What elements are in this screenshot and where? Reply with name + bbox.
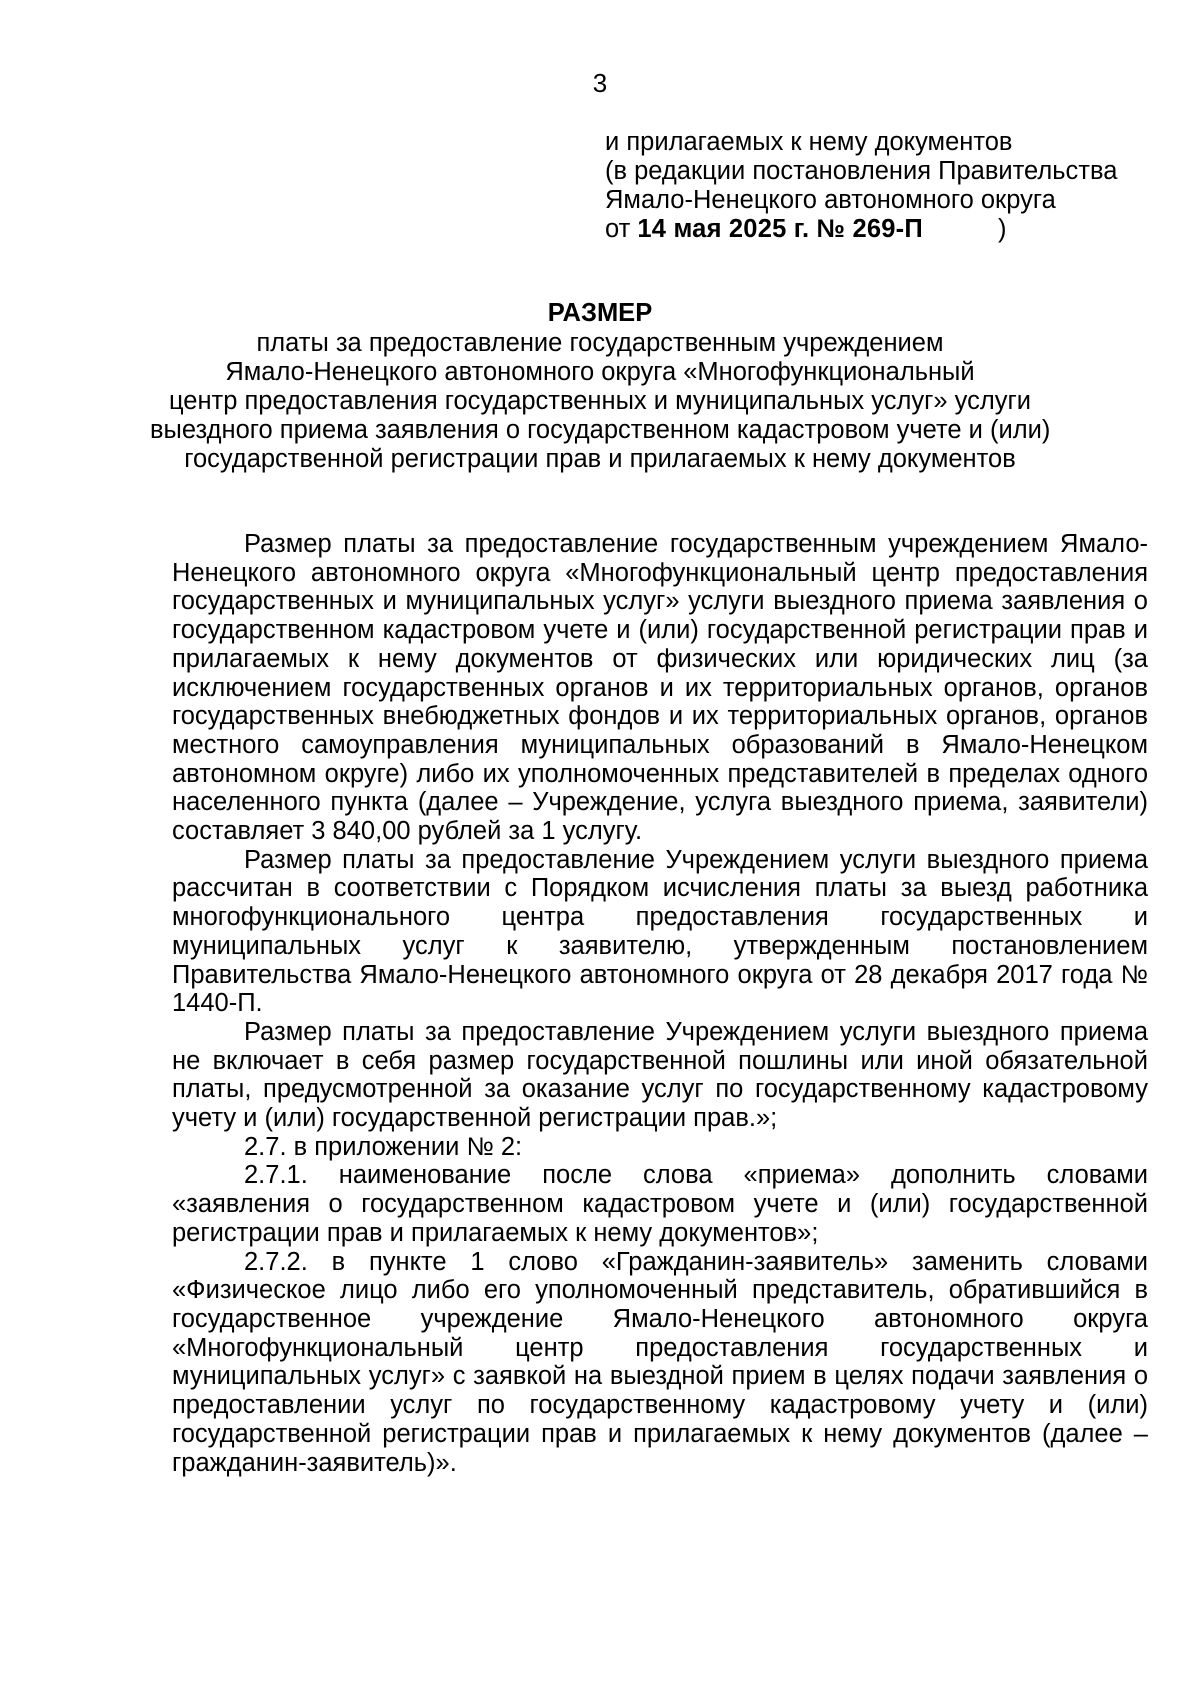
subtitle-line: центр предоставления государственных и муниципальных услуг» услуги bbox=[168, 387, 1032, 415]
subtitle-line: выездного приема заявления о государственном кадастровом учете и (или) bbox=[150, 416, 1051, 444]
body-paragraph: Размер платы за предоставление государственным учреждением Ямало-Ненецкого автономного округа «Многофункциональный центр предоставления государственных и муниципальных услуг» услуги выездного приема заявления о государственном кадастровом учете и (или) государственной регистрации прав и прилагаемых к нему документов от физических или юридических лиц (за исключением государственных органов и их территориальных органов, органов государственных внебюджетных фондов и их территориальных органов, органов местного самоуправления муниципальных образований в Ямало-Ненецком автономном округе) либо их уполномоченных представителей в пределах одного населенного пункта (далее – Учреждение, услуга выездного приема, заявители) составляет 3 840,00 рублей за 1 услугу. bbox=[172, 530, 1148, 846]
body-paragraph: 2.7.1. наименование после слова «приема» дополнить словами «заявления о государственном кадастровом учете и (или) государственной регистрации прав и прилагаемых к нему документов»; bbox=[172, 1161, 1148, 1247]
body-paragraph: Размер платы за предоставление Учреждением услуги выездного приема рассчитан в соответствии с Порядком исчисления платы за выезд работника многофункционального центра предоставления государственных и муниципальных услуг к заявителю, утвержденным постановлением Правительства Ямало-Ненецкого автономного округа от 28 декабря 2017 года № 1440-П. bbox=[172, 845, 1148, 1018]
body-paragraph: 2.7.2. в пункте 1 слово «Гражданин-заявитель» заменить словами «Физическое лицо либо его уполномоченный представитель, обратившийся в государственное учреждение Ямало-Ненецкого автономного округа «Многофункциональный центр предоставления государственных и муниципальных услуг» с заявкой на выездной прием в целях подачи заявления о предоставлении услуг по государственному кадастровому учету и (или) государственной регистрации прав и прилагаемых к нему документов (далее – гражданин-заявитель)». bbox=[172, 1247, 1148, 1477]
reference-date-line bbox=[605, 215, 1165, 244]
reference-line: Ямало-Ненецкого автономного округа bbox=[605, 186, 1056, 214]
body-paragraph: Размер платы за предоставление Учреждением услуги выездного приема не включает в себя размер государственной пошлины или иной обязательной платы, предусмотренной за оказание услуг по государственному кадастровому учету и (или) государственной регистрации прав.»; bbox=[172, 1017, 1148, 1133]
body-paragraph: 2.7. в приложении № 2: bbox=[244, 1132, 523, 1161]
document-body bbox=[172, 530, 1148, 1477]
document-title: РАЗМЕР bbox=[547, 299, 653, 327]
document-subtitle bbox=[150, 329, 1050, 474]
page-number: 3 bbox=[592, 68, 608, 98]
subtitle-line: платы за предоставление государственным учреждением bbox=[256, 329, 944, 357]
reference-from-prefix: от bbox=[605, 215, 631, 243]
amendment-reference bbox=[605, 128, 1165, 244]
reference-line: (в редакции постановления Правительства bbox=[605, 157, 1118, 185]
subtitle-line: государственной регистрации прав и прилагаемых к нему документов bbox=[184, 445, 1016, 473]
reference-line: и прилагаемых к нему документов bbox=[605, 128, 1013, 156]
reference-date-number: 14 мая 2025 г. № 269-П bbox=[637, 215, 923, 243]
subtitle-line: Ямало-Ненецкого автономного округа «Многофункциональный bbox=[225, 358, 975, 386]
reference-closing-paren: ) bbox=[998, 215, 1007, 243]
